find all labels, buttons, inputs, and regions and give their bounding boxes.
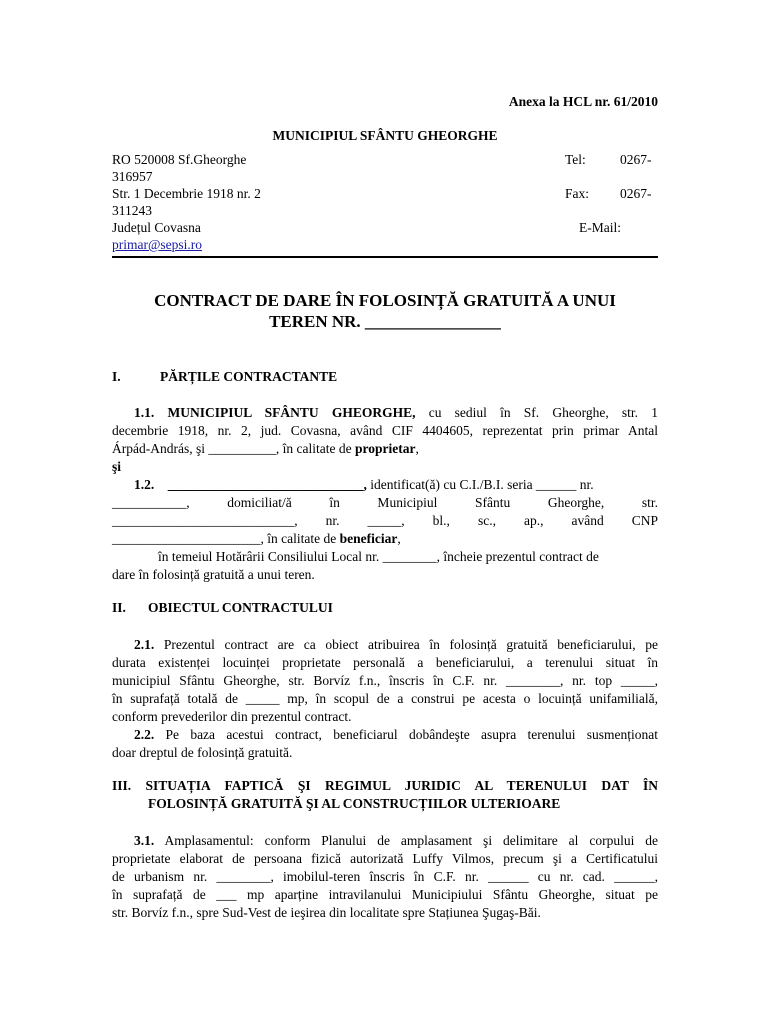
paragraph-line: în temeiul Hotărârii Consiliului Local nr. ________, încheie prezentul contract de bbox=[158, 549, 599, 564]
paragraph-line: 3.1. Amplasamentul: conform Planului de amplasament şi delimitare al corpului de bbox=[134, 833, 659, 848]
paragraph-line: ___________, domiciliat/ă în Municipiul Sfântu Gheorghe, str. bbox=[112, 495, 658, 510]
paragraph-line: de urbanism nr. ________, imobilul-teren înscris în C.F. nr. ______ cu nr. cad. ______, bbox=[112, 869, 658, 884]
section-heading bbox=[112, 600, 333, 616]
contract-title bbox=[112, 290, 658, 332]
section-title-line: III. SITUAȚIA FAPTICĂ ŞI REGIMUL JURIDIC AL TERENULUI DAT ÎN bbox=[112, 778, 658, 793]
paragraph-line: dare în folosință gratuită a unui teren. bbox=[112, 567, 315, 582]
paragraph-line: în suprafață de ___ mp aparține intravilanului Municipiului Sfântu Gheorghe, situat pe bbox=[112, 887, 658, 902]
letterhead bbox=[112, 128, 658, 258]
title-line: CONTRACT DE DARE ÎN FOLOSINȚĂ GRATUITĂ A UNUI bbox=[154, 291, 616, 310]
paragraph-line: 1.1. MUNICIPIUL SFÂNTU GHEORGHE, cu sediul în Sf. Gheorghe, str. 1 bbox=[134, 405, 659, 420]
paragraph-line: 1.2. _____________________________, identificat(ă) cu C.I./B.I. seria ______ nr. bbox=[134, 477, 594, 492]
paragraph-line: decembrie 1918, nr. 2, jud. Covasna, având CIF 4404605, reprezentat prin primar Antal bbox=[112, 423, 658, 438]
section-heading bbox=[112, 777, 658, 813]
section-number: II. bbox=[112, 600, 126, 615]
title-line: TEREN NR. ________________ bbox=[269, 312, 501, 331]
tel-label: Tel: bbox=[565, 152, 586, 167]
institution-name: MUNICIPIUL SFÂNTU GHEORGHE bbox=[272, 128, 498, 143]
email-label: E-Mail: bbox=[579, 220, 621, 235]
email-link[interactable]: primar@sepsi.ro bbox=[112, 237, 203, 252]
paragraph-line: proprietate elaborat de persoana fizică autorizată Luffy Vilmos, precum şi a Certificatului bbox=[112, 851, 658, 866]
paragraph-line: durata existenței locuinței proprietate personală a beneficiarului, a terenului situat în bbox=[112, 655, 658, 670]
paragraph-line: 2.2. Pe baza acestui contract, beneficiarul dobândeşte asupra terenului susmenționat bbox=[134, 727, 658, 742]
paragraph-line: str. Borvíz f.n., spre Sud-Vest de ieşirea din localitate spre Stațiunea Şugaş-Băi. bbox=[112, 905, 541, 920]
address-line: Str. 1 Decembrie 1918 nr. 2 bbox=[112, 186, 261, 201]
paragraph-line: ______________________, în calitate de beneficiar, bbox=[112, 531, 401, 546]
address-line: RO 520008 Sf.Gheorghe bbox=[112, 152, 247, 167]
conjunction: şi bbox=[112, 459, 122, 474]
paragraph-line: doar dreptul de folosință gratuită. bbox=[112, 745, 293, 760]
section-title-line: FOLOSINȚĂ GRATUITĂ ŞI AL CONSTRUCȚIILOR ULTERIOARE bbox=[148, 796, 561, 811]
paragraph-line: municipiul Sfântu Gheorghe, str. Borvíz f.n., înscris în C.F. nr. ________, nr. top _____, bbox=[112, 673, 658, 688]
paragraph-line: în suprafață totală de _____ mp, în scopul de a construi pe acesta o locuință unifamilială, bbox=[112, 691, 658, 706]
tel-value: 0267- bbox=[620, 152, 652, 167]
section-title: OBIECTUL CONTRACTULUI bbox=[148, 600, 333, 615]
paragraph-line: Árpád-András, şi __________, în calitate de proprietar, bbox=[112, 441, 419, 456]
section-title: PĂRȚILE CONTRACTANTE bbox=[160, 369, 338, 384]
paragraph-line: ___________________________, nr. _____, bl., sc., ap., având CNP bbox=[112, 513, 658, 528]
paragraph-line: 2.1. Prezentul contract are ca obiect atribuirea în folosință gratuită beneficiarului, pe bbox=[134, 637, 659, 652]
fax-label: Fax: bbox=[565, 186, 590, 201]
section-heading bbox=[112, 369, 337, 385]
fax-value: 0267- bbox=[620, 186, 652, 201]
address-line: 311243 bbox=[112, 203, 152, 218]
address-line: 316957 bbox=[112, 169, 153, 184]
annex-reference: Anexa la HCL nr. 61/2010 bbox=[508, 94, 658, 109]
paragraph-line: conform prevederilor din prezentul contract. bbox=[112, 709, 352, 724]
address-line: Județul Covasna bbox=[112, 220, 201, 235]
section-number: I. bbox=[112, 369, 121, 384]
